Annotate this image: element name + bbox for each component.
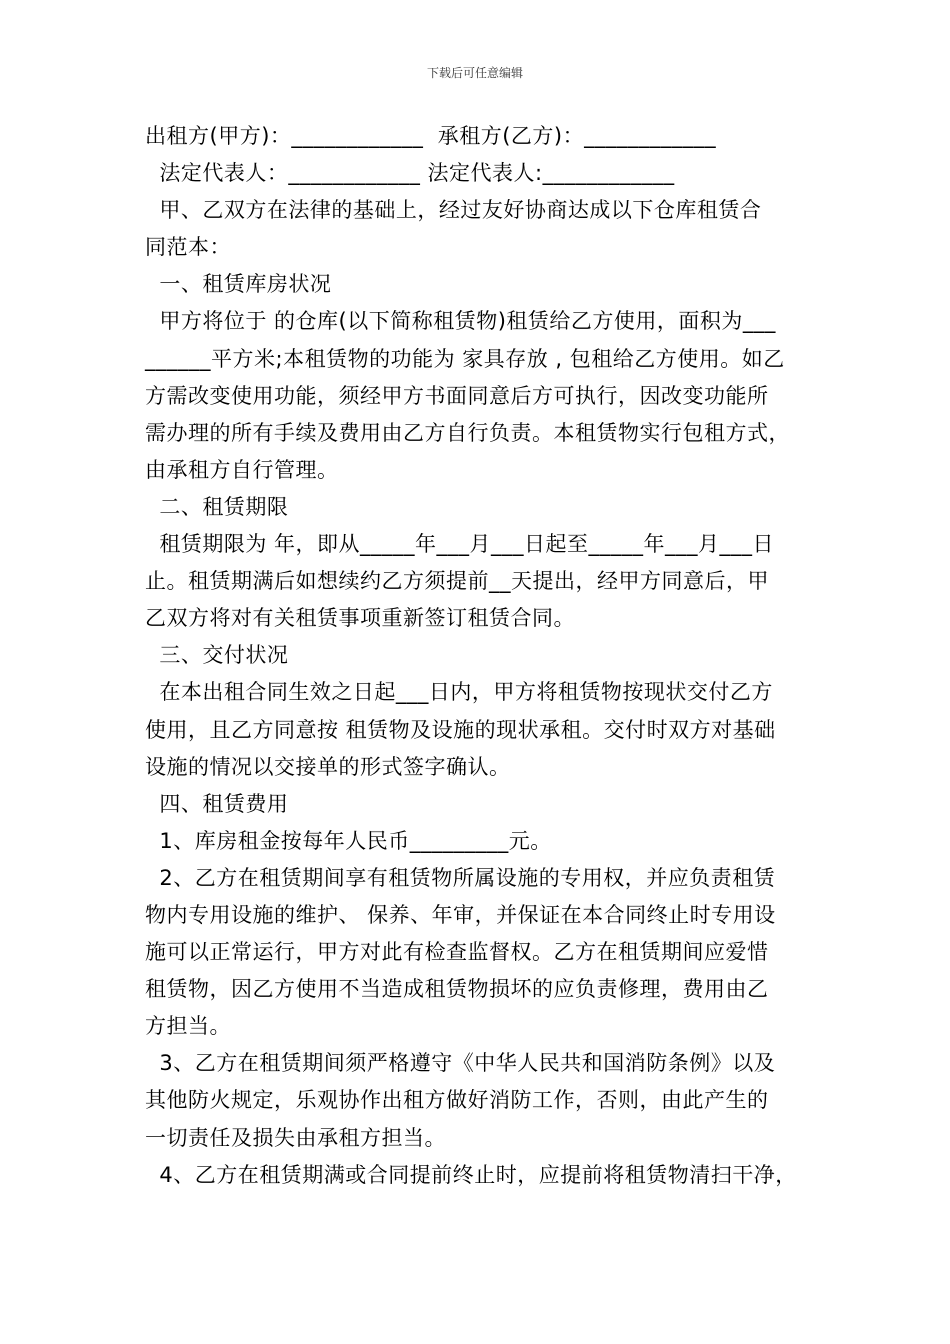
text-line: 4、乙方在租赁期满或合同提前终止时，应提前将租赁物清扫干净， <box>145 1162 797 1187</box>
text-line: 设施的情况以交接单的形式签字确认。 <box>145 754 511 779</box>
text-line: 乙双方将对有关租赁事项重新签订租赁合同。 <box>145 606 575 631</box>
text-line: 甲、乙双方在法律的基础上，经过友好协商达成以下仓库租赁合 <box>145 198 762 223</box>
page-header <box>0 64 950 81</box>
text-line: 方担当。 <box>145 1014 231 1039</box>
header-text: 下载后可任意编辑 <box>426 66 523 80</box>
text-line: 使用，且乙方同意按 租赁物及设施的现状承租。交付时双方对基础 <box>145 717 776 742</box>
text-line: 由承租方自行管理。 <box>145 457 339 482</box>
text-line: 2、乙方在租赁期间享有租赁物所属设施的专用权，并应负责租赁 <box>145 865 776 890</box>
text-line: 3、乙方在租赁期间须严格遵守《中华人民共和国消防条例》以及 <box>145 1051 776 1076</box>
text-line: 需办理的所有手续及费用由乙方自行负责。本租赁物实行包租方式， <box>145 420 790 445</box>
text-line: 1、库房租金按每年人民币_________元。 <box>145 828 552 853</box>
text-line: 施可以正常运行，甲方对此有检查监督权。乙方在租赁期间应爱惜 <box>145 940 769 965</box>
text-line: 一切责任及损失由承租方担当。 <box>145 1125 446 1150</box>
section-heading: 三、交付状况 <box>145 643 289 668</box>
text-line: 租赁期限为 年，即从_____年___月___日起至_____年___月___日 <box>145 532 775 557</box>
text-line: 同范本： <box>145 235 231 260</box>
text-line: 甲方将位于 的仓库(以下简称租赁物)租赁给乙方使用，面积为___ <box>145 309 776 334</box>
text-line: 法定代表人：____________ 法定代表人:____________ <box>145 161 675 186</box>
text-line: 止。租赁期满后如想续约乙方须提前__天提出，经甲方同意后，甲 <box>145 569 769 594</box>
contract-body <box>145 118 815 1194</box>
text-line: 出租方(甲方)：____________ 承租方(乙方)：____________ <box>145 124 717 148</box>
text-line: 其他防火规定，乐观协作出租方做好消防工作，否则，由此产生的 <box>145 1088 769 1113</box>
section-heading: 四、租赁费用 <box>145 791 289 816</box>
section-heading: 二、租赁期限 <box>145 494 289 519</box>
text-line: ______平方米;本租赁物的功能为 家具存放 , 包租给乙方使用。如乙 <box>145 346 785 371</box>
text-line: 在本出租合同生效之日起___日内，甲方将租赁物按现状交付乙方 <box>145 680 773 705</box>
section-heading: 一、租赁库房状况 <box>145 272 332 297</box>
text-line: 方需改变使用功能，须经甲方书面同意后方可执行，因改变功能所 <box>145 383 769 408</box>
text-line: 物内专用设施的维护、 保养、年审，并保证在本合同终止时专用设 <box>145 902 776 927</box>
text-line: 租赁物，因乙方使用不当造成租赁物损坏的应负责修理，费用由乙 <box>145 977 769 1002</box>
